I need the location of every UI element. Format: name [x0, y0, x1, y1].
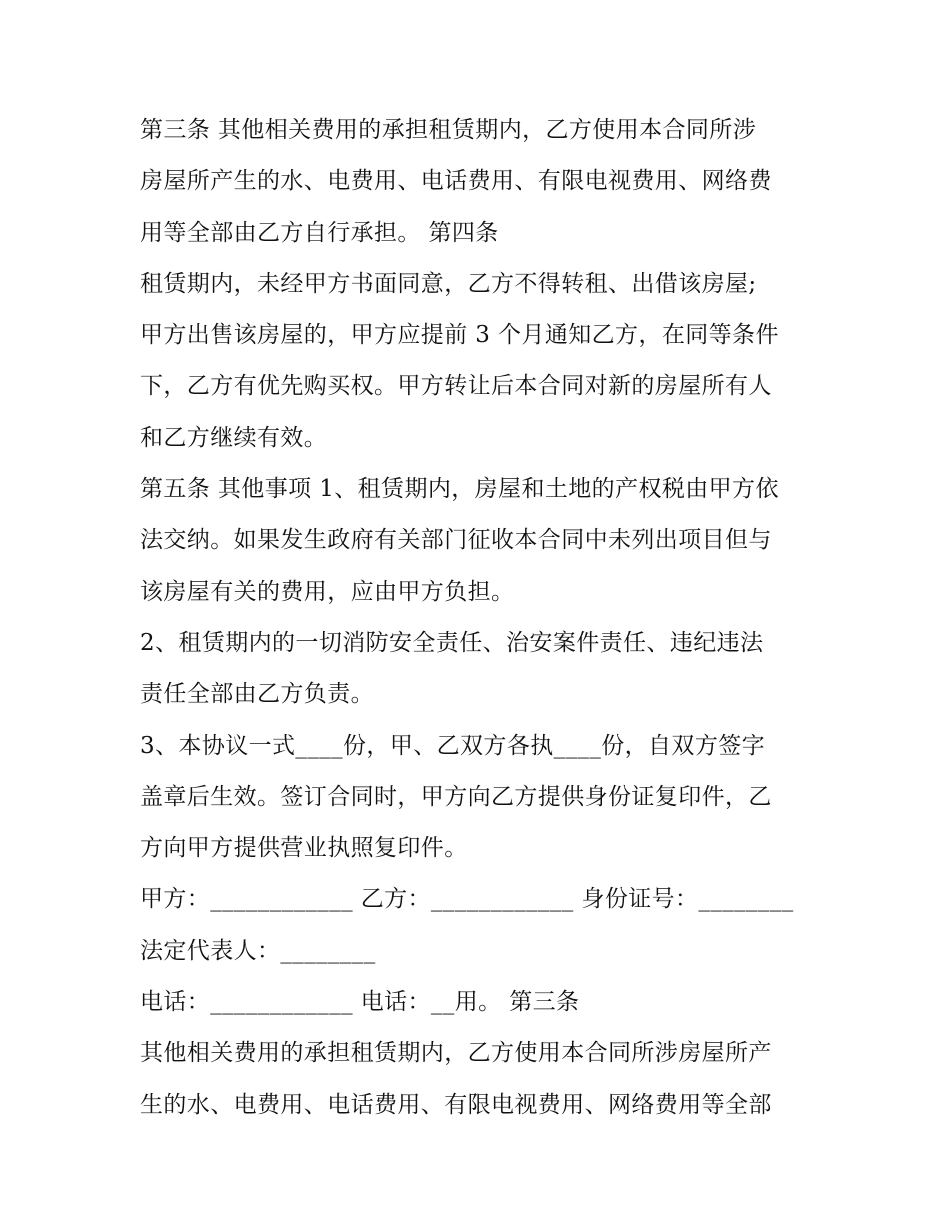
- text-line: 第三条 其他相关费用的承担租赁期内，乙方使用本合同所涉: [140, 117, 757, 143]
- text-line: 该房屋有关的费用，应由甲方负担。: [140, 578, 515, 605]
- text-line: 2、租赁期内的一切消防安全责任、治安案件责任、违纪违法: [140, 629, 764, 656]
- text-line: 法交纳。如果发生政府有关部门征收本合同中未列出项目但与: [140, 527, 772, 554]
- text-line: 和乙方继续有效。: [140, 424, 328, 451]
- text-line: 盖章后生效。签订合同时，甲方向乙方提供身份证复印件，乙: [140, 783, 772, 810]
- signature-line: 甲方：____________ 乙方：____________ 身份证号：________: [140, 886, 794, 913]
- text-line: 责任全部由乙方负责。: [140, 681, 374, 708]
- text-line: 用等全部由乙方自行承担。 第四条: [140, 219, 499, 246]
- text-line: 租赁期内，未经甲方书面同意，乙方不得转租、出借该房屋;: [140, 270, 757, 297]
- contract-body: [140, 105, 820, 1131]
- text-line: 下，乙方有优先购买权。甲方转让后本合同对新的房屋所有人: [140, 373, 772, 400]
- text-line: 方向甲方提供营业执照复印件。: [140, 835, 468, 862]
- text-line: 生的水、电费用、电话费用、有限电视费用、网络费用等全部: [140, 1091, 772, 1118]
- phone-line: 电话：____________ 电话：__用。 第三条: [140, 989, 580, 1016]
- text-line: 房屋所产生的水、电费用、电话费用、有限电视费用、网络费: [140, 168, 772, 195]
- text-line: 第五条 其他事项 1、租赁期内，房屋和土地的产权税由甲方依: [140, 476, 779, 503]
- text-line: 3、本协议一式____份，甲、乙双方各执____份，自双方签字: [140, 732, 766, 759]
- text-line: 甲方出售该房屋的，甲方应提前 3 个月通知乙方，在同等条件: [140, 322, 779, 349]
- text-line: 其他相关费用的承担租赁期内，乙方使用本合同所涉房屋所产: [140, 1040, 772, 1067]
- legal-representative-line: 法定代表人：________: [140, 937, 376, 964]
